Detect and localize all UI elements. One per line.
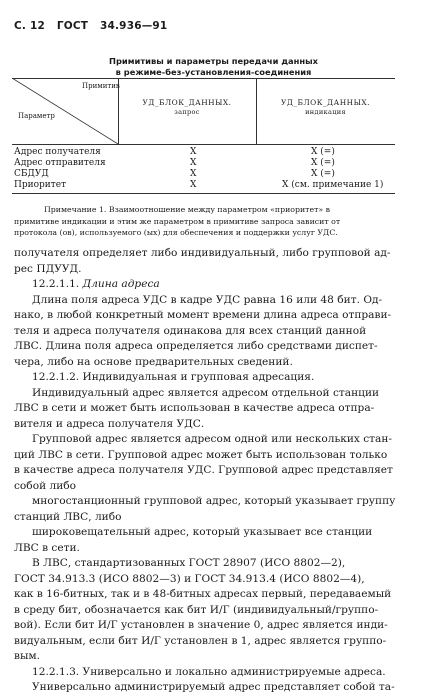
row-request-mark: X	[190, 180, 197, 190]
column-header-indication-title: УД_БЛОК_ДАННЫХ.	[281, 98, 370, 107]
text-line: видуальным, если бит И/Г установлен в 1, адрес является группо-	[14, 634, 387, 647]
text-line: в среду бит, обозначается как бит И/Г (индивидуальный/группо-	[14, 603, 379, 616]
text-line: теля и адреса получателя одинакова для всех станций данной	[14, 324, 367, 337]
text-line: многостанционный групповой адрес, который указывает группу	[32, 495, 396, 507]
row-parameter: Приоритет	[14, 180, 67, 190]
note-line: Примечание 1. Взаимоотношение между параметром «приоритет» в	[44, 205, 331, 214]
column-header-indication	[256, 98, 395, 116]
table-row	[14, 147, 395, 158]
section-heading-12-2-1-3: 12.2.1.3. Универсально и локально администрируемые адреса.	[32, 665, 386, 678]
text-line: как в 16-битных, так и в 48-битных адресах первый, передаваемый	[14, 588, 392, 600]
row-request-mark: X	[190, 147, 197, 157]
text-line: рес ПДУУД.	[14, 262, 82, 275]
text-line: Групповой адрес является адресом одной или нескольких стан-	[32, 433, 392, 445]
row-request-mark: X	[190, 158, 197, 168]
row-parameter: Адрес отправителя	[14, 158, 106, 168]
table-row	[14, 158, 395, 169]
column-header-request-title: УД_БЛОК_ДАННЫХ.	[142, 98, 232, 107]
page-number: С. 12	[14, 20, 45, 32]
text-line: чера, либо на основе предварительных сведений.	[14, 355, 293, 368]
text-line: ЛВС в сети и может быть использован в качестве адреса отпра-	[14, 402, 375, 414]
text-line: широковещательный адрес, который указывает все станции	[32, 526, 373, 538]
text-line: Универсально администрируемый адрес представляет собой та-	[32, 681, 395, 693]
text-line: станций ЛВС, либо	[14, 510, 122, 523]
note-line: протокола (ов), используемого (ых) для обеспечения и поддержки услуг УДС.	[14, 228, 338, 237]
text-line: ГОСТ 34.913.3 (ИСО 8802—3) и ГОСТ 34.913.4 (ИСО 8802—4),	[14, 572, 365, 585]
section-number: 12.2.1.1.	[32, 278, 80, 290]
row-indication-mark: X (=)	[311, 147, 335, 157]
text-line: собой либо	[14, 479, 77, 492]
table-bottom-rule	[12, 193, 395, 194]
text-line: В ЛВС, стандартизованных ГОСТ 28907 (ИСО 8802—2),	[32, 557, 346, 569]
primitives-table	[12, 78, 395, 198]
row-indication-mark: X (=)	[311, 169, 335, 179]
section-title: Длина адреса	[82, 278, 160, 290]
page-header	[14, 20, 175, 32]
row-parameter: СБДУД	[14, 169, 49, 179]
table-header-rule	[12, 144, 395, 145]
column-header-request-sub: запрос	[174, 108, 200, 116]
section-heading-12-2-1-2: 12.2.1.2. Индивидуальная и групповая адресация.	[32, 371, 315, 383]
text-line: вителя и адреса получателя УДС.	[14, 417, 205, 430]
row-indication-mark: X (см. примечание 1)	[282, 180, 384, 190]
column-header-indication-sub: индикация	[305, 108, 346, 116]
row-request-mark: X	[190, 169, 197, 179]
standard-code: 34.936—91	[99, 20, 168, 32]
table-row	[14, 169, 395, 180]
table-caption-line-1: Примитивы и параметры передачи данных	[109, 56, 318, 66]
text-line: Длина поля адреса УДС в кадре УДС равна 16 или 48 бит. Од-	[32, 293, 383, 306]
table-caption-line-2: в режиме-без-установления-соединения	[115, 67, 312, 77]
text-line: ЛВС. Длина поля адреса определяется либо средствами диспет-	[14, 340, 378, 352]
text-line: нако, в любой конкретный момент времени длина адреса отправи-	[14, 309, 392, 321]
text-line: в качестве адреса получателя УДС. Групповой адрес представляет	[14, 464, 393, 476]
table-note	[14, 204, 406, 239]
row-indication-mark: X (=)	[311, 158, 335, 168]
table-row	[14, 180, 395, 191]
text-line: ЛВС в сети.	[14, 541, 80, 554]
column-header-request	[118, 98, 256, 116]
note-line: примитиве индикации и этим же параметром в примитиве запроса зависит от	[14, 216, 341, 226]
corner-primitive-label: Примитив	[82, 82, 120, 90]
corner-parameter-label: Параметр	[18, 112, 55, 120]
text-line: Индивидуальный адрес является адресом отдельной станции	[32, 386, 380, 399]
text-line: вым.	[14, 650, 41, 662]
text-line: вой). Если бит И/Г установлен в значение 0, адрес является инди-	[14, 619, 388, 631]
body-text	[14, 246, 414, 696]
text-line: ций ЛВС в сети. Групповой адрес может быть использован только	[14, 448, 388, 461]
text-line: получателя определяет либо индивидуальный, либо групповой ад-	[14, 247, 391, 259]
row-parameter: Адрес получателя	[14, 147, 101, 157]
standard-name: ГОСТ	[56, 20, 89, 32]
section-heading-12-2-1-1	[14, 277, 414, 293]
